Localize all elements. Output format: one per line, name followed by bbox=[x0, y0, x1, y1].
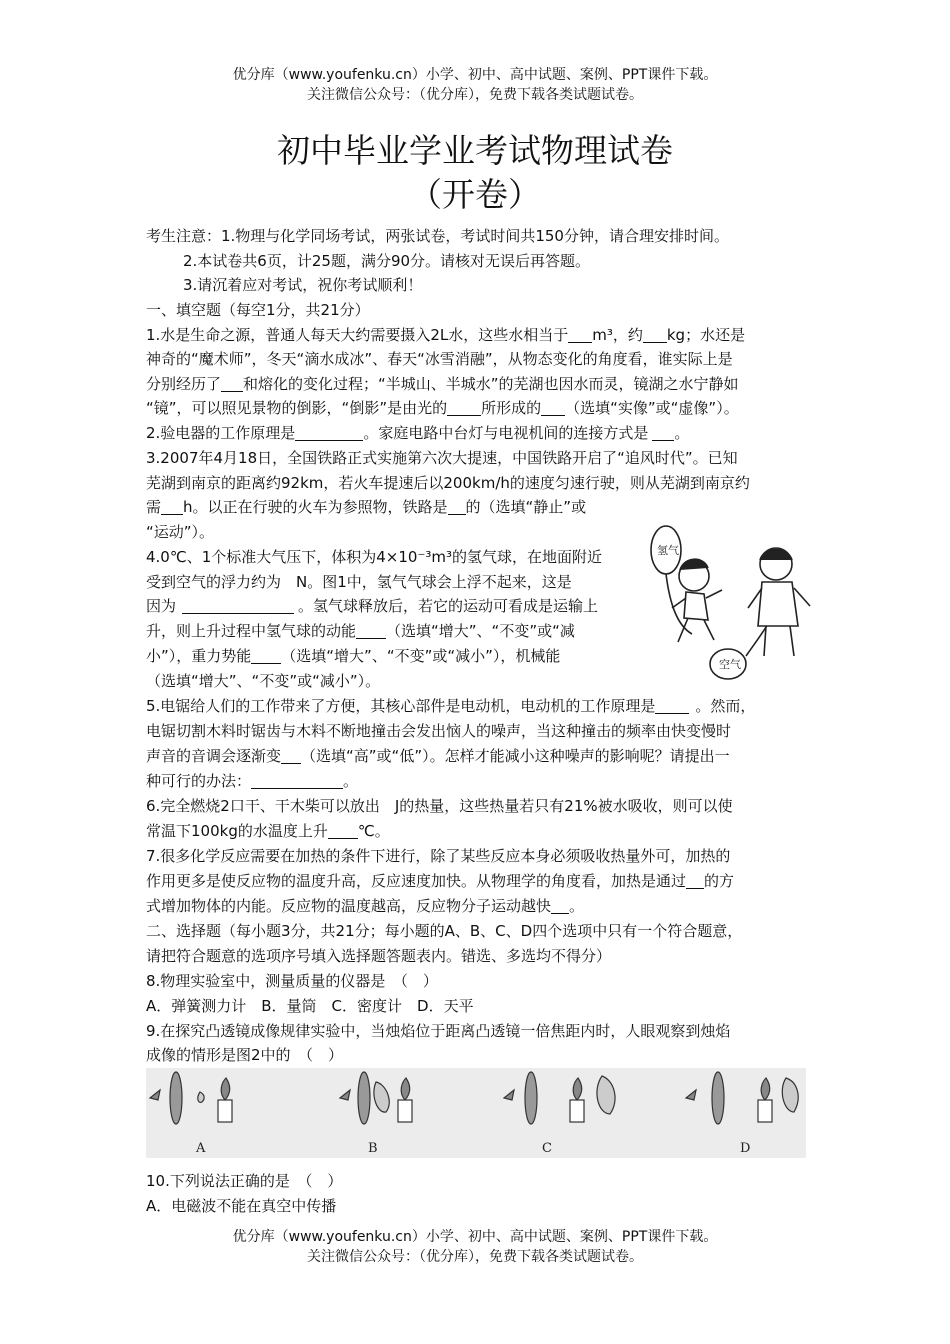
q5-line-2: 电锯切割木料时锯齿与木料不断地撞击会发出恼人的噪声，当这种撞击的频率由快变慢时 bbox=[146, 722, 732, 740]
answer-blank[interactable] bbox=[643, 327, 667, 343]
q7-line-2: 作用更多是使反应物的温度升高，反应速度加快。从物理学的角度看，加热是通过 的方 bbox=[146, 872, 735, 890]
convex-lens bbox=[170, 1072, 182, 1124]
figure-1-balloons bbox=[648, 516, 822, 686]
section-2-heading-1: 二、选择题（每小题3分，共21分；每小题的A、B、C、D四个选项中只有一个符合题意， bbox=[146, 922, 743, 940]
q4-line-1: 4.0℃、1个标准大气压下，体积为4×10⁻³m³的氢气球，在地面附近 bbox=[146, 548, 603, 566]
q3-line-2: 芜湖到南京的距离约92km，若火车提速后以200km/h的速度匀速行驶，则从芜湖到南京约 bbox=[146, 474, 750, 492]
q6-line-2: 常温下100kg的水温度上升 ℃。 bbox=[146, 822, 390, 840]
section-1-heading: 一、填空题（每空1分，共21分） bbox=[146, 301, 370, 319]
q10-stem: 10.下列说法正确的是 （ ） bbox=[146, 1172, 343, 1190]
answer-blank[interactable] bbox=[251, 648, 281, 664]
q7-line-1: 7.很多化学反应需要在加热的条件下进行，除了某些反应本身必须吸收热量外可，加热的 bbox=[146, 847, 731, 865]
answer-blank[interactable] bbox=[448, 499, 466, 515]
answer-blank[interactable] bbox=[281, 748, 301, 764]
notice-2: 2.本试卷共6页，计25题，满分90分。请核对无误后再答题。 bbox=[183, 252, 591, 270]
answer-blank[interactable] bbox=[328, 823, 358, 839]
fig2-label-d: D bbox=[740, 1141, 751, 1156]
q4-line-2: 受到空气的浮力约为 N。图1中，氢气气球会上浮不起来，这是 bbox=[146, 573, 572, 591]
answer-blank[interactable] bbox=[447, 400, 481, 416]
candle bbox=[758, 1100, 772, 1122]
page-subtitle: （开卷） bbox=[409, 175, 541, 214]
answer-blank[interactable] bbox=[686, 873, 704, 889]
q1-line-1: 1.水是生命之源，普通人每天大约需要摄入2L水，这些水相当于 m³，约 kg；水还是 bbox=[146, 326, 746, 344]
convex-lens bbox=[712, 1072, 724, 1124]
convex-lens bbox=[358, 1072, 370, 1124]
candle bbox=[218, 1100, 232, 1122]
candle bbox=[570, 1100, 584, 1122]
answer-blank[interactable] bbox=[251, 773, 343, 789]
q2-line: 2.验电器的工作原理是 。家庭电路中台灯与电视机间的连接方式是 。 bbox=[146, 424, 690, 442]
balloon-label-bottom: 空气 bbox=[719, 658, 741, 671]
fig2-label-c: C bbox=[542, 1141, 552, 1156]
answer-blank[interactable] bbox=[161, 499, 183, 515]
q1-line-2: 神奇的“魔术师”，冬天“滴水成冰”、春天“冰雪消融”，从物态变化的角度看，谁实际上是 bbox=[146, 350, 733, 368]
section-2-heading-2: 请把符合题意的选项序号填入选择题答题表内。错选、多选均不得分） bbox=[146, 947, 612, 965]
notice-3: 3.请沉着应对考试，祝你考试顺利！ bbox=[183, 276, 423, 294]
q5-line-1: 5.电锯给人们的工作带来了方便，其核心部件是电动机，电动机的工作原理是 。然而， bbox=[146, 697, 756, 715]
q8-options: A．弹簧测力计 B．量筒 C．密度计 D．天平 bbox=[146, 997, 474, 1015]
q4-line-3: 因为 。氢气球释放后，若它的运动可看成是运输上 bbox=[146, 597, 599, 615]
q10-option-a: A．电磁波不能在真空中传播 bbox=[146, 1197, 337, 1215]
header-line-2: 关注微信公众号：（优分库），免费下载各类试题试卷。 bbox=[307, 87, 643, 103]
q3-line-4: “运动”）。 bbox=[146, 523, 215, 541]
q7-line-3: 式增加物体的内能。反应物的温度越高，反应物分子运动越快 。 bbox=[146, 897, 585, 915]
answer-blank[interactable] bbox=[295, 425, 363, 441]
fig2-label-b: B bbox=[368, 1141, 378, 1156]
footer-line-2: 关注微信公众号：（优分库），免费下载各类试题试卷。 bbox=[307, 1249, 643, 1265]
notice-1: 考生注意：1.物理与化学同场考试，两张试卷，考试时间共150分钟，请合理安排时间。 bbox=[146, 227, 729, 245]
q3-line-3: 需 h。以正在行驶的火车为参照物，铁路是 的（选填“静止”或 bbox=[146, 498, 587, 516]
answer-blank[interactable] bbox=[541, 400, 565, 416]
footer-line-1: 优分库（www.youfenku.cn）小学、初中、高中试题、案例、PPT课件下载。 bbox=[232, 1229, 718, 1245]
answer-blank[interactable] bbox=[655, 698, 689, 714]
answer-blank[interactable] bbox=[568, 327, 592, 343]
q1-line-4: “镜”，可以照见景物的倒影，“倒影”是由光的 所形成的 （选填“实像”或“虚像”）。 bbox=[146, 399, 739, 417]
page-title: 初中毕业学业考试物理试卷 bbox=[277, 131, 673, 170]
answer-blank[interactable] bbox=[182, 598, 294, 614]
candle bbox=[398, 1100, 412, 1122]
q5-line-4: 种可行的办法： 。 bbox=[146, 772, 359, 790]
q4-line-4: 升，则上升过程中氢气球的动能 （选填“增大”、“不变”或“减 bbox=[146, 622, 575, 640]
q4-line-5: 小”），重力势能 （选填“增大”、“不变”或“减小”），机械能 bbox=[146, 647, 561, 665]
q5-line-3: 声音的音调会逐渐变 （选填“高”或“低”）。怎样才能减小这种噪声的影响呢？请提出一 bbox=[146, 747, 730, 765]
q9-line-1: 9.在探究凸透镜成像规律实验中，当烛焰位于距离凸透镜一倍焦距内时，人眼观察到烛焰 bbox=[146, 1022, 731, 1040]
q9-line-2: 成像的情形是图2中的 （ ） bbox=[146, 1046, 344, 1064]
q4-line-6: （选填“增大”、“不变”或“减小”）。 bbox=[146, 672, 381, 690]
answer-blank[interactable] bbox=[221, 376, 243, 392]
figure-2-lens-options bbox=[146, 1068, 806, 1158]
answer-blank[interactable] bbox=[652, 425, 674, 441]
header-line-1: 优分库（www.youfenku.cn）小学、初中、高中试题、案例、PPT课件下载。 bbox=[232, 67, 718, 83]
q8-stem: 8.物理实验室中，测量质量的仪器是 （ ） bbox=[146, 972, 438, 990]
answer-blank[interactable] bbox=[356, 623, 386, 639]
q3-line-1: 3.2007年4月18日，全国铁路正式实施第六次大提速，中国铁路开启了“追风时代”。已知 bbox=[146, 449, 738, 467]
q6-line-1: 6.完全燃烧2口干、干木柴可以放出 J的热量，这些热量若只有21%被水吸收，则可以使 bbox=[146, 797, 733, 815]
q1-line-3: 分别经历了 和熔化的变化过程；“半城山、半城水”的芜湖也因水而灵，镜湖之水宁静如 bbox=[146, 375, 739, 393]
answer-blank[interactable] bbox=[551, 898, 569, 914]
convex-lens bbox=[525, 1072, 537, 1124]
balloon-label-top: 氢气 bbox=[657, 544, 679, 557]
fig2-label-a: A bbox=[196, 1141, 206, 1156]
